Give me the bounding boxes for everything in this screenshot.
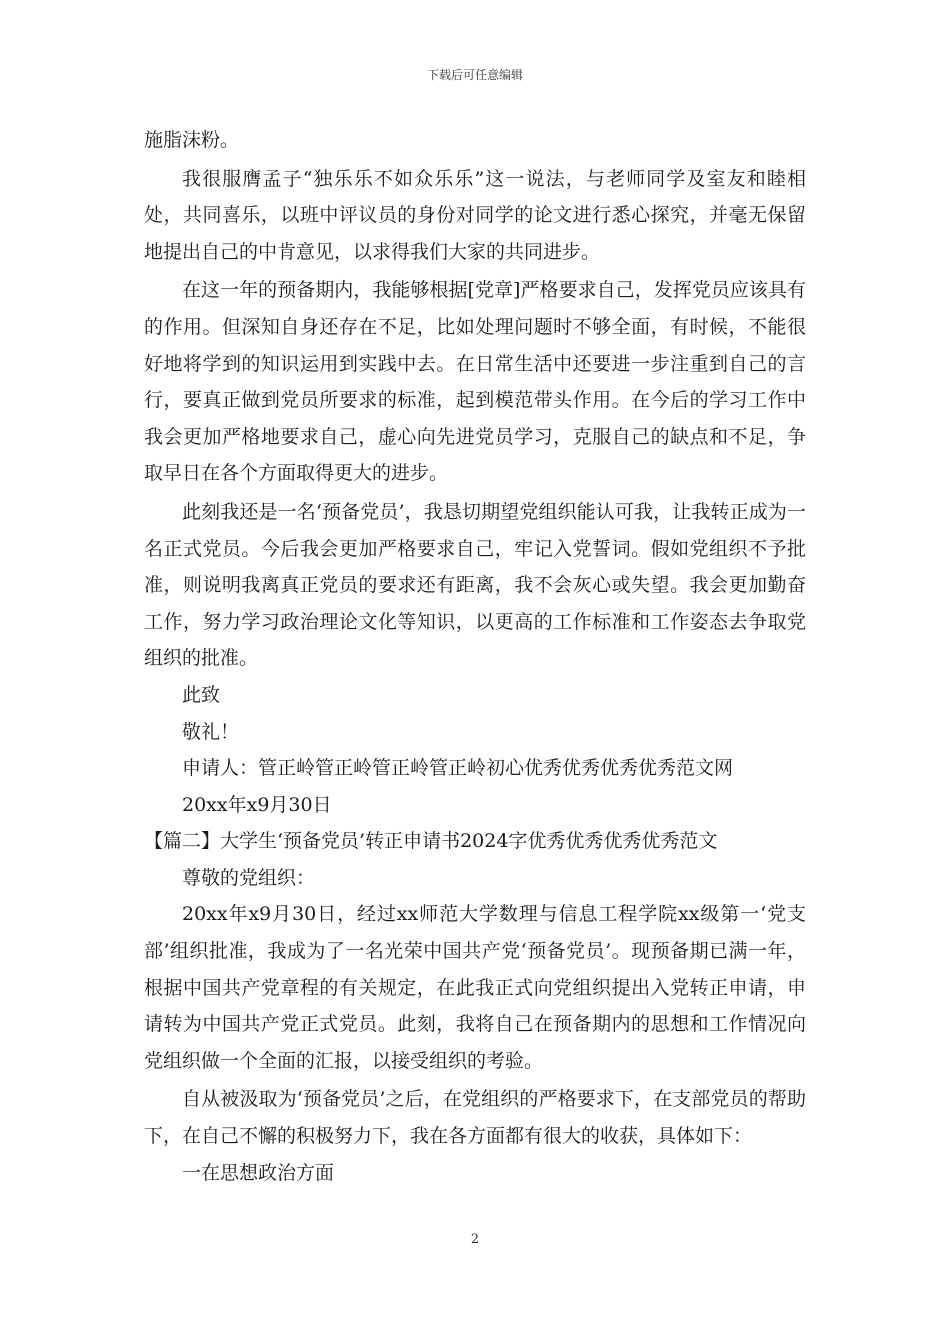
page-header-note: 下载后可任意编辑 — [426, 68, 523, 82]
subsection-heading-political: 一在思想政治方面 — [182, 1161, 335, 1184]
section-title-part-two: 【篇二】大学生‘预备党员’转正申请书2024字优秀优秀优秀优秀范文 — [144, 830, 718, 853]
paragraph-mencius: 我很服膺孟子“独乐乐不如众乐乐”这一说法，与老师同学及室友和睦相处，共同喜乐，以班中评议员的身份对同学的论文进行悉心探究，并毫无保留地提出自己的中肯意见，以求得我们大家的共同进步。 — [144, 167, 806, 263]
paragraph-progress: 自从被汲取为‘预备党员’之后，在党组织的严格要求下，在支部党员的帮助下，在自己不懈的积极努力下，我在各方面都有很大的收获，具体如下： — [144, 1088, 806, 1148]
paragraph-intro: 20xx年x9月30日，经过xx师范大学数理与信息工程学院xx级第一‘党支部’组织批准，我成为了一名光荣中国共产党‘预备党员’。现预备期已满一年，根据中国共产党章程的有关规定，在此我正式向党组织提出入党转正申请，申请转为中国共产党正式党员。此刻，我将自己在预备期内的思想和工作情况向党组织做一个全面的汇报，以接受组织的考验。 — [144, 903, 806, 1072]
document-body — [144, 122, 806, 1191]
paragraph-request: 此刻我还是一名‘预备党员’，我恳切期望党组织能认可我，让我转正成为一名正式党员。今后我会更加严格要求自己，牢记入党誓词。假如党组织不予批准，则说明我离真正党员的要求还有距离，我不会灰心或失望。我会更加勤奋工作，努力学习政治理论文化等知识，以更高的工作标准和工作姿态去争取党组织的批准。 — [144, 500, 806, 670]
greeting-line: 尊敬的党组织： — [182, 866, 316, 889]
paragraph-continuation: 施脂沫粉。 — [144, 129, 240, 151]
closing-salutation: 此致 — [182, 683, 221, 706]
paragraph-probation-year: 在这一年的预备期内，我能够根据[党章]严格要求自己，发挥党员应该具有的作用。但深知自身还存在不足，比如处理问题时不够全面，有时候，不能很好地将学到的知识运用到实践中去。在日常生活中还要进一步注重到自己的言行，要真正做到党员所要求的标准，起到模范带头作用。在今后的学习工作中我会更加严格地要求自己，虚心向先进党员学习，克服自己的缺点和不足，争取早日在各个方面取得更大的进步。 — [144, 279, 806, 485]
closing-respect: 敬礼！ — [182, 720, 240, 743]
page-number: 2 — [470, 1232, 480, 1247]
applicant-line: 申请人：管正岭管正岭管正岭管正岭初心优秀优秀优秀优秀范文网 — [182, 757, 734, 780]
date-line: 20xx年x9月30日 — [182, 793, 332, 816]
